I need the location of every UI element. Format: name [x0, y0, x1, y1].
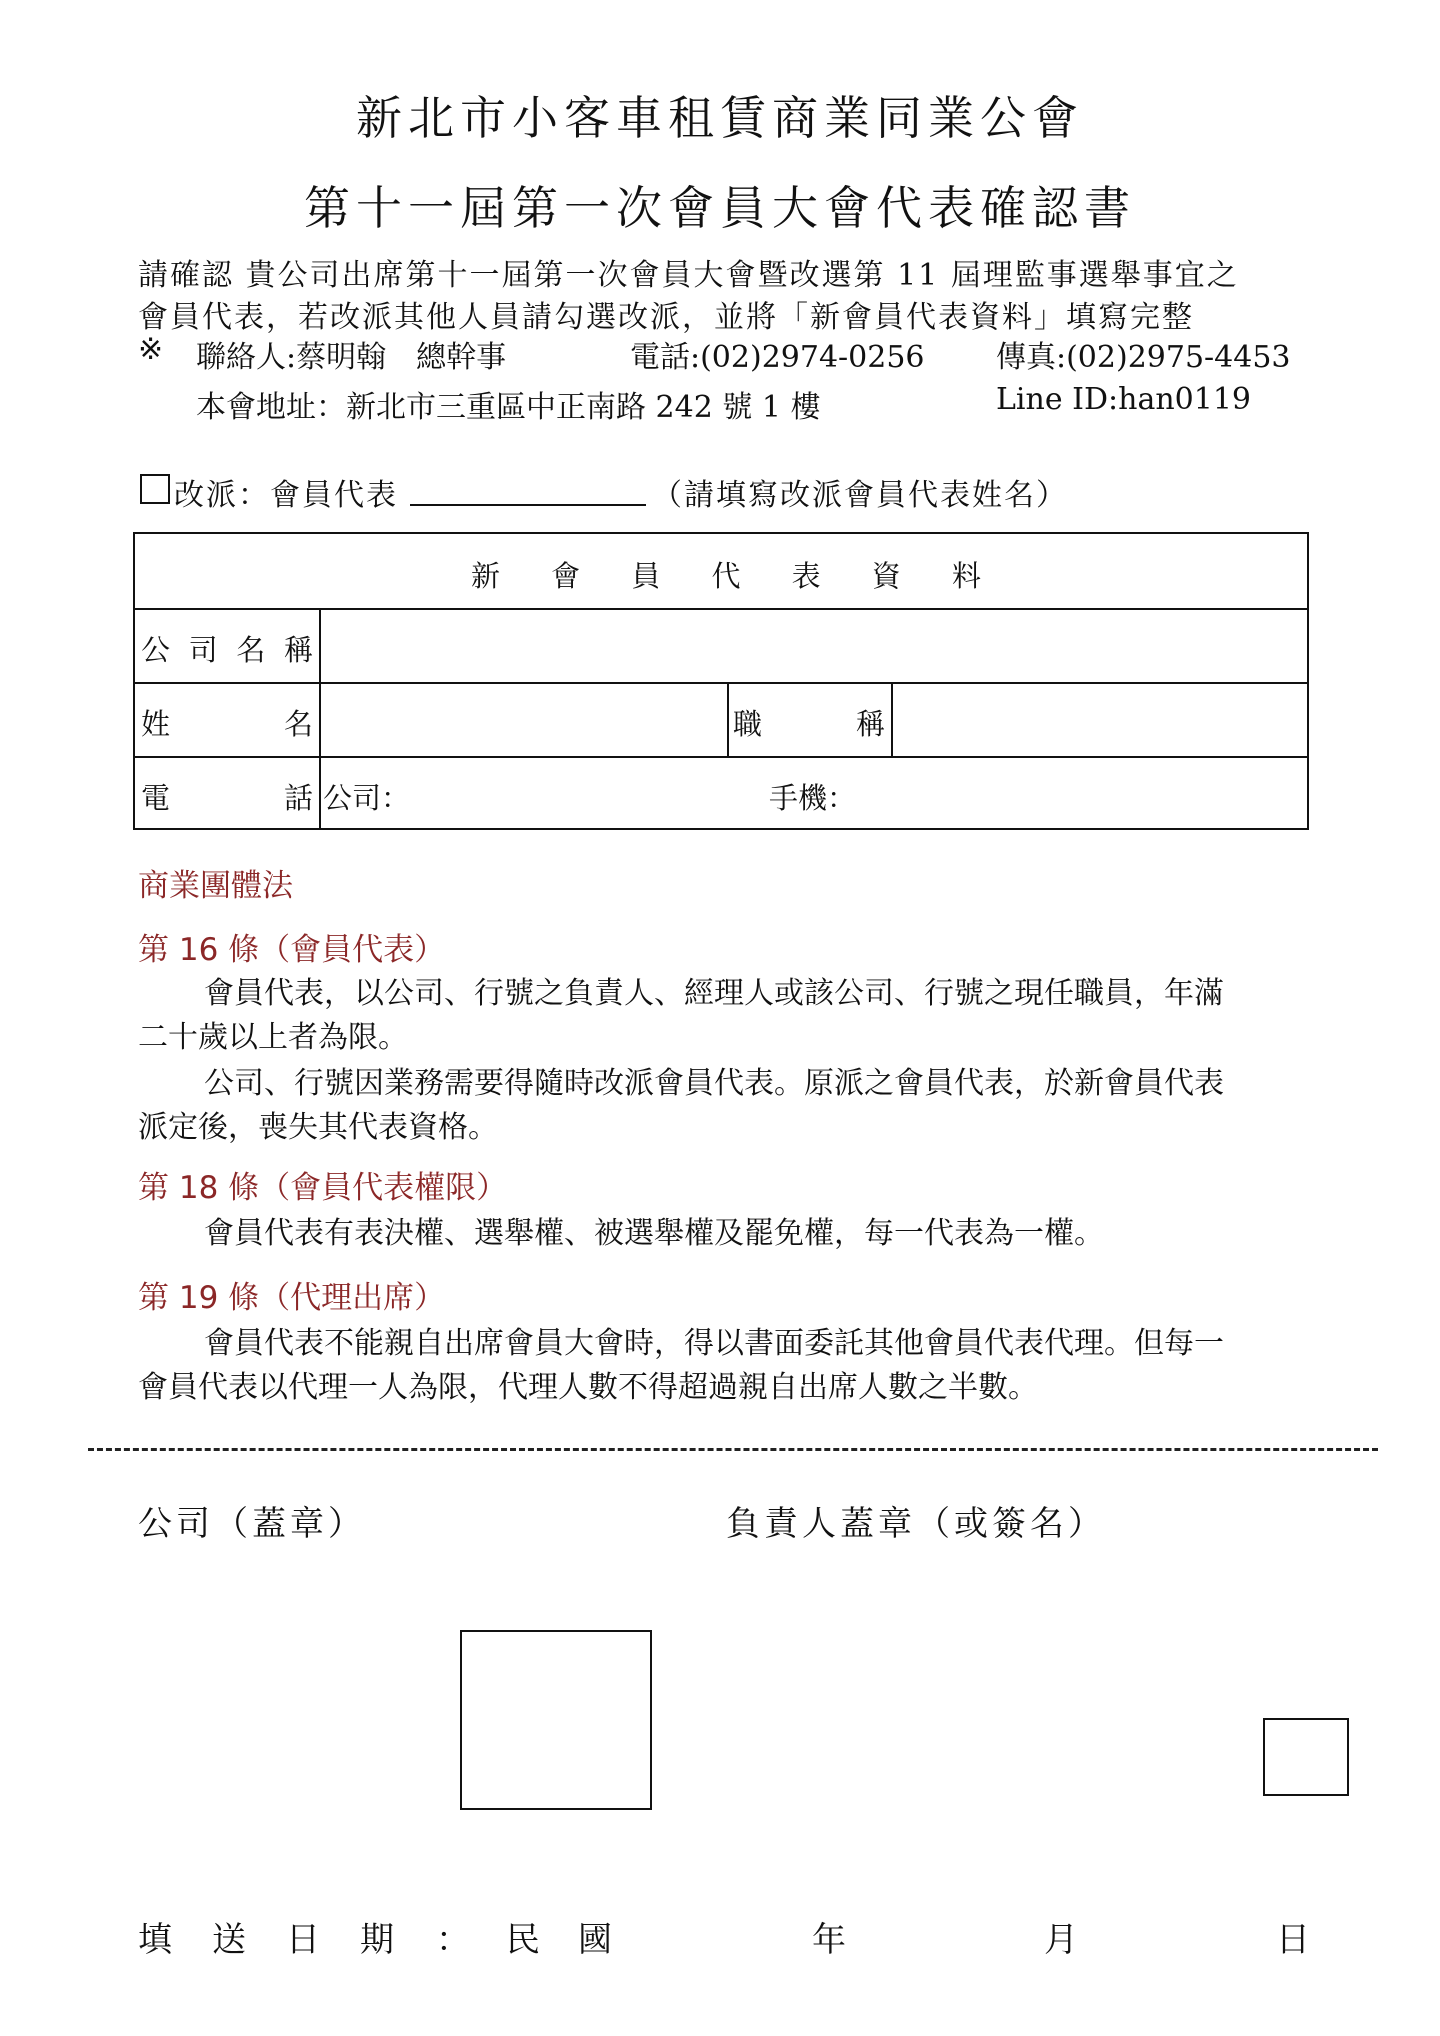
article-19-text: 會員代表不能親自出席會員大會時，得以書面委託其他會員代表代理。但每一 — [204, 1326, 1224, 1361]
note-mark: ※ — [138, 332, 164, 367]
company-seal-label: 公司（蓋章） — [138, 1504, 366, 1544]
name-label: 姓 名 — [141, 707, 313, 741]
article-19-text: 會員代表以代理一人為限，代理人數不得超過親自出席人數之半數。 — [138, 1370, 1038, 1405]
phone-label: 電 話 — [141, 781, 313, 815]
line-id: Line ID:han0119 — [996, 382, 1252, 417]
date-day-label: 日 — [1276, 1920, 1310, 1960]
contact-person: 聯絡人:蔡明翰 總幹事 — [196, 340, 507, 375]
intro-line-1: 請確認 貴公司出席第十一屆第一次會員大會暨改選第 11 屆理監事選舉事宜之 — [138, 258, 1239, 293]
mobile-phone-label: 手機： — [769, 781, 857, 815]
reassign-note: （請填寫改派會員代表姓名） — [652, 478, 1068, 513]
intro-line-2: 會員代表，若改派其他人員請勾選改派，並將「新會員代表資料」填寫完整 — [138, 300, 1194, 335]
job-title-label: 職 稱 — [733, 707, 885, 741]
article-16-text: 會員代表，以公司、行號之負責人、經理人或該公司、行號之現任職員，年滿 — [204, 976, 1224, 1011]
table-header: 新 會 員 代 表 資 料 — [471, 559, 981, 593]
job-title-field[interactable] — [895, 686, 1305, 754]
reassign-label: 改派：會員代表 — [174, 478, 398, 513]
page-title: 新北市小客車租賃商業同業公會 — [356, 91, 1084, 145]
date-year-label: 年 — [812, 1920, 846, 1960]
association-address: 本會地址：新北市三重區中正南路 242 號 1 樓 — [196, 390, 821, 425]
date-label-char: ： — [436, 1920, 470, 1960]
date-label-char: 送 — [212, 1920, 246, 1960]
date-label-char: 填 — [138, 1920, 172, 1960]
cut-line — [88, 1448, 1378, 1451]
company-seal-box[interactable] — [460, 1630, 652, 1810]
law-heading: 商業團體法 — [138, 868, 293, 904]
document-subtitle: 第十一屆第一次會員大會代表確認書 — [304, 181, 1136, 235]
reassign-checkbox[interactable] — [140, 474, 170, 504]
reassign-name-field[interactable] — [410, 504, 646, 506]
date-label-char: 國 — [578, 1920, 612, 1960]
date-month-label: 月 — [1044, 1920, 1078, 1960]
article-18-title: 第 18 條（會員代表權限） — [138, 1170, 508, 1206]
article-18-text: 會員代表有表決權、選舉權、被選舉權及罷免權，每一代表為一權。 — [204, 1216, 1104, 1251]
name-field[interactable] — [323, 686, 723, 754]
article-16-text: 派定後，喪失其代表資格。 — [138, 1110, 498, 1145]
date-label-char: 期 — [360, 1920, 394, 1960]
date-label-char: 日 — [286, 1920, 320, 1960]
article-16-text: 二十歲以上者為限。 — [138, 1020, 408, 1055]
contact-fax: 傳真:(02)2975-4453 — [996, 340, 1291, 375]
company-name-label: 公 司 名 稱 — [141, 633, 313, 667]
article-16-text: 公司、行號因業務需要得隨時改派會員代表。原派之會員代表，於新會員代表 — [204, 1066, 1224, 1101]
contact-phone: 電話:(02)2974-0256 — [630, 340, 925, 375]
company-name-field[interactable] — [323, 612, 1303, 680]
new-representative-table — [133, 532, 1309, 830]
owner-seal-box[interactable] — [1263, 1718, 1349, 1796]
company-phone-label: 公司： — [323, 781, 411, 815]
article-16-title: 第 16 條（會員代表） — [138, 932, 446, 968]
owner-seal-label: 負責人蓋章（或簽名） — [726, 1504, 1106, 1544]
article-19-title: 第 19 條（代理出席） — [138, 1280, 446, 1316]
date-label-char: 民 — [506, 1920, 540, 1960]
